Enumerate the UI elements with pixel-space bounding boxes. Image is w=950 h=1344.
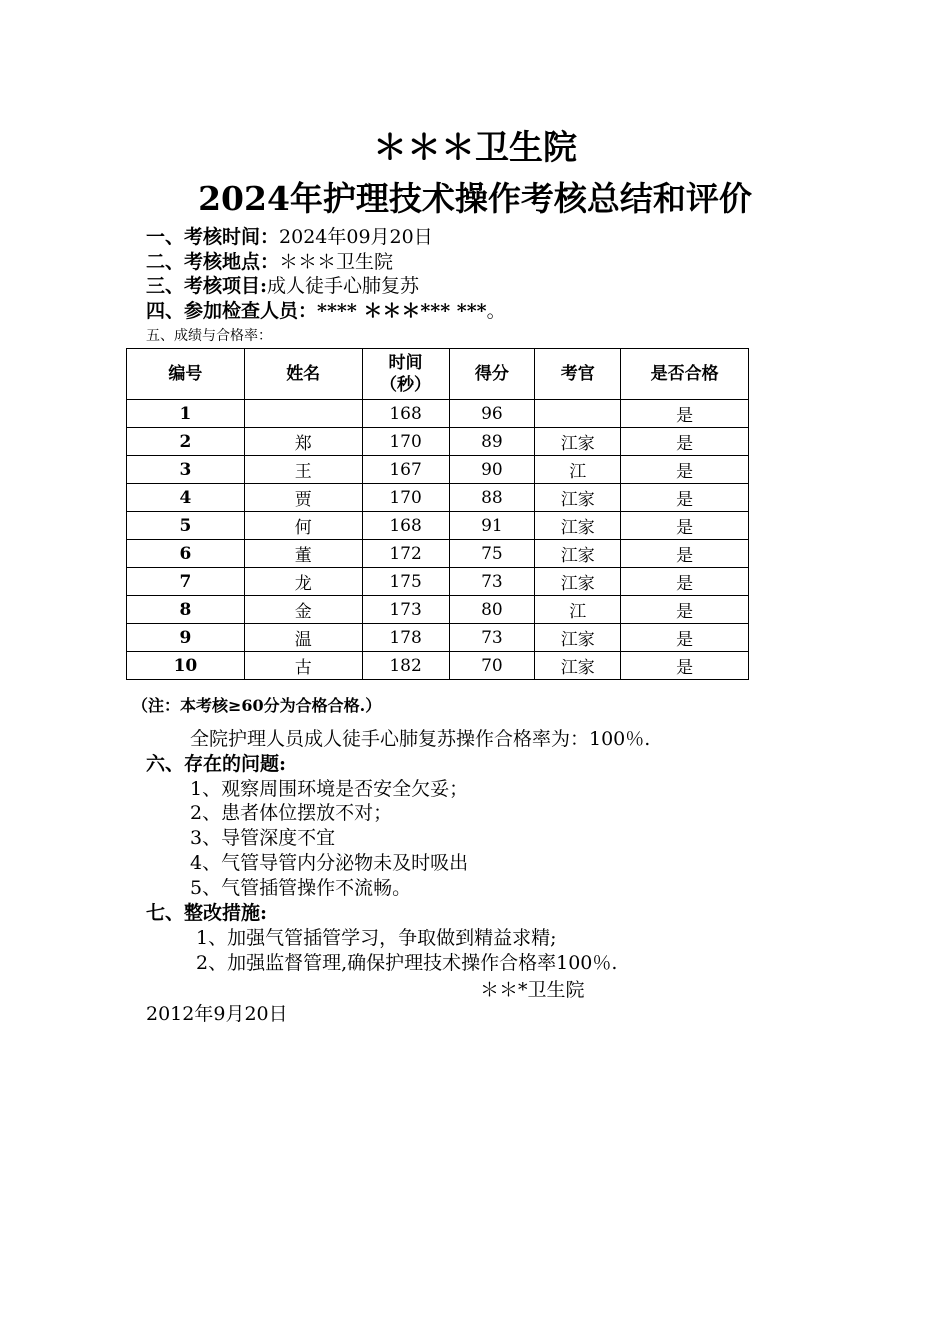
cell-pass: 是 <box>621 568 749 596</box>
cell-score: 80 <box>449 596 535 624</box>
measure-item: 2、加强监督管理,确保护理技术操作合格率100％. <box>196 952 618 974</box>
cell-number: 6 <box>127 540 245 568</box>
cell-number: 9 <box>127 624 245 652</box>
info-time-value: 2024年09月20日 <box>279 226 433 248</box>
table-row <box>127 400 749 428</box>
cell-number: 3 <box>127 456 245 484</box>
cell-pass: 是 <box>621 400 749 428</box>
measure-item: 1、加强气管插管学习，争取做到精益求精; <box>196 927 557 949</box>
cell-time: 182 <box>362 652 449 680</box>
problem-item: 4、气管导管内分泌物未及时吸出 <box>190 852 469 874</box>
table-row <box>127 652 749 680</box>
info-staff <box>146 299 506 323</box>
info-time <box>146 225 433 249</box>
header-score: 得分 <box>449 349 535 400</box>
cell-pass: 是 <box>621 540 749 568</box>
info-place-value: ＊＊＊卫生院 <box>279 251 394 273</box>
cell-score: 89 <box>449 428 535 456</box>
cell-pass: 是 <box>621 652 749 680</box>
problem-item: 3、导管深度不宜 <box>190 827 336 849</box>
cell-name <box>244 400 362 428</box>
table-row <box>127 540 749 568</box>
cell-number: 8 <box>127 596 245 624</box>
cell-name: 龙 <box>244 568 362 596</box>
cell-number: 10 <box>127 652 245 680</box>
cell-examiner: 江 <box>535 596 621 624</box>
document-title-hospital: ＊＊＊卫生院 <box>373 128 577 168</box>
measures-heading: 七、整改措施: <box>146 902 268 924</box>
cell-examiner: 江家 <box>535 624 621 652</box>
cell-name: 郑 <box>244 428 362 456</box>
problem-item: 2、患者体位摆放不对； <box>190 802 393 824</box>
info-place <box>146 250 393 274</box>
info-item <box>146 274 419 298</box>
cell-name: 何 <box>244 512 362 540</box>
cell-examiner: 江 <box>535 456 621 484</box>
signature: ＊＊*卫生院 <box>480 979 585 1001</box>
pass-rate-text: 全院护理人员成人徒手心肺复苏操作合格率为：100％. <box>190 728 651 750</box>
table-row <box>127 428 749 456</box>
header-name: 姓名 <box>244 349 362 400</box>
table-note: （注：本考核≥60分为合格合格.） <box>132 696 382 715</box>
cell-time: 168 <box>362 400 449 428</box>
problems-heading: 六、存在的问题: <box>146 753 287 775</box>
cell-score: 88 <box>449 484 535 512</box>
cell-name: 温 <box>244 624 362 652</box>
cell-name: 贾 <box>244 484 362 512</box>
cell-time: 175 <box>362 568 449 596</box>
cell-score: 91 <box>449 512 535 540</box>
cell-number: 1 <box>127 400 245 428</box>
cell-name: 古 <box>244 652 362 680</box>
table-row <box>127 512 749 540</box>
cell-pass: 是 <box>621 456 749 484</box>
grades-table <box>126 348 749 680</box>
problem-item: 1、观察周围环境是否安全欠妥； <box>190 778 469 800</box>
cell-name: 金 <box>244 596 362 624</box>
info-item-value: 成人徒手心肺复苏 <box>267 275 420 297</box>
cell-score: 70 <box>449 652 535 680</box>
cell-score: 90 <box>449 456 535 484</box>
cell-examiner: 江家 <box>535 568 621 596</box>
cell-examiner: 江家 <box>535 484 621 512</box>
cell-time: 168 <box>362 512 449 540</box>
cell-name: 董 <box>244 540 362 568</box>
info-staff-end: 。 <box>486 300 506 322</box>
cell-time: 172 <box>362 540 449 568</box>
info-place-label: 二、考核地点： <box>146 251 280 273</box>
table-row <box>127 624 749 652</box>
cell-number: 5 <box>127 512 245 540</box>
header-number: 编号 <box>127 349 245 400</box>
info-item-label: 三、考核项目: <box>146 275 268 297</box>
cell-pass: 是 <box>621 624 749 652</box>
cell-number: 2 <box>127 428 245 456</box>
table-header-row <box>127 349 749 400</box>
document-title-main: 2024年护理技术操作考核总结和评价 <box>198 179 752 218</box>
document-date: 2012年9月20日 <box>146 1003 288 1025</box>
cell-time: 170 <box>362 484 449 512</box>
cell-score: 96 <box>449 400 535 428</box>
cell-pass: 是 <box>621 484 749 512</box>
cell-pass: 是 <box>621 596 749 624</box>
cell-examiner: 江家 <box>535 428 621 456</box>
info-staff-value: **** ＊＊＊*** *** <box>317 300 487 322</box>
header-examiner: 考官 <box>535 349 621 400</box>
header-pass: 是否合格 <box>621 349 749 400</box>
cell-examiner: 江家 <box>535 512 621 540</box>
cell-time: 170 <box>362 428 449 456</box>
cell-score: 73 <box>449 624 535 652</box>
section-5-heading: 五、成绩与合格率： <box>146 328 272 344</box>
cell-time: 178 <box>362 624 449 652</box>
cell-time: 173 <box>362 596 449 624</box>
cell-number: 4 <box>127 484 245 512</box>
cell-score: 75 <box>449 540 535 568</box>
cell-name: 王 <box>244 456 362 484</box>
cell-score: 73 <box>449 568 535 596</box>
info-staff-label: 四、参加检查人员： <box>146 300 318 322</box>
table-row <box>127 568 749 596</box>
cell-examiner: 江家 <box>535 540 621 568</box>
table-row <box>127 596 749 624</box>
cell-number: 7 <box>127 568 245 596</box>
table-row <box>127 456 749 484</box>
header-time: 时间 （秒） <box>362 349 449 400</box>
cell-time: 167 <box>362 456 449 484</box>
problem-item: 5、气管插管操作不流畅。 <box>190 877 412 899</box>
cell-examiner <box>535 400 621 428</box>
info-time-label: 一、考核时间： <box>146 226 280 248</box>
cell-pass: 是 <box>621 428 749 456</box>
table-row <box>127 484 749 512</box>
cell-pass: 是 <box>621 512 749 540</box>
cell-examiner: 江家 <box>535 652 621 680</box>
